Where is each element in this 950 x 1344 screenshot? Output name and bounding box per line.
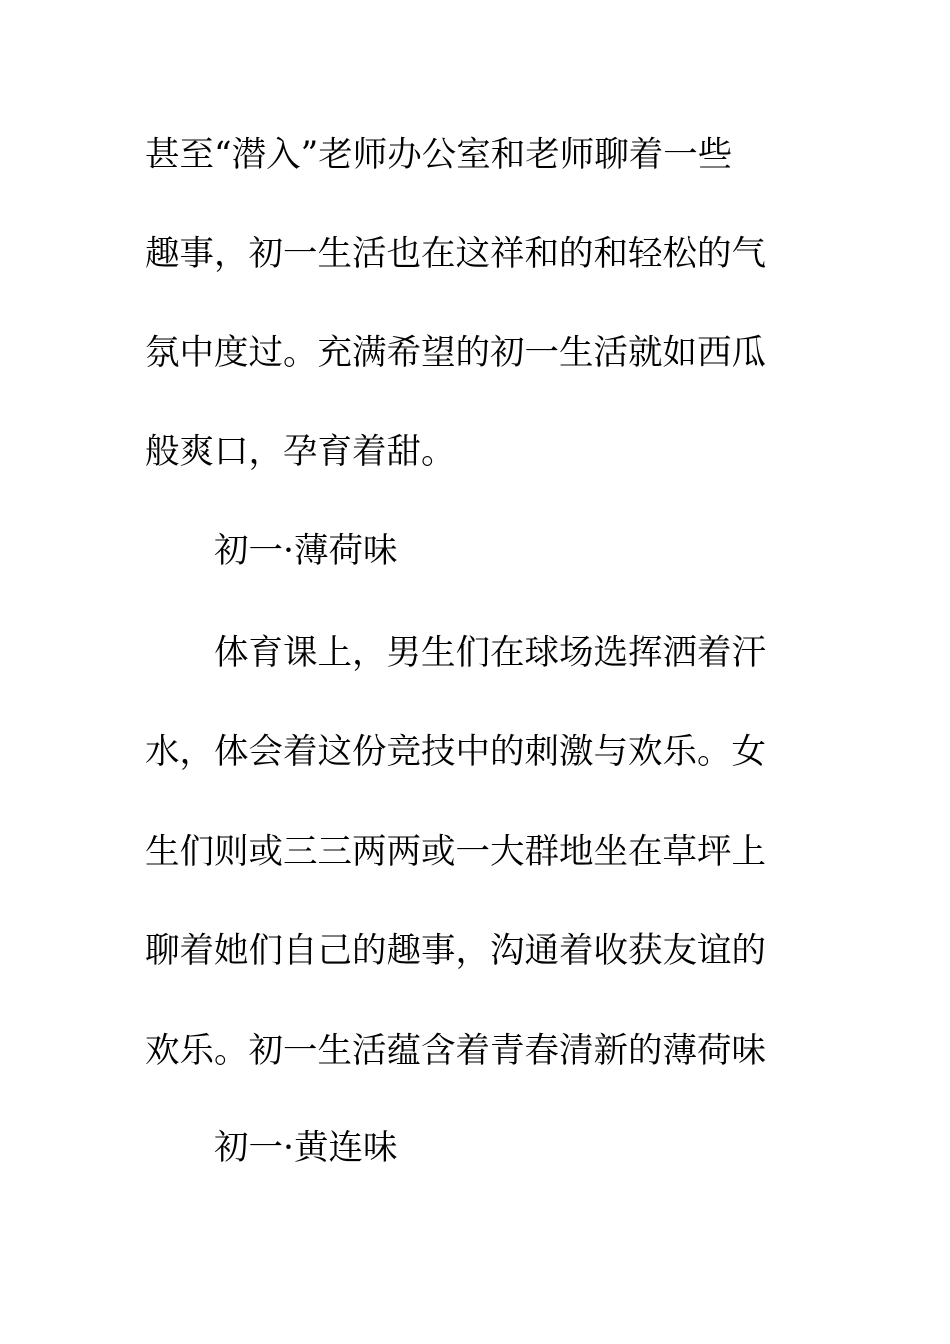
text-line: 趣事，初一生活也在这祥和的和轻松的气: [145, 234, 766, 274]
text-line: 欢乐。初一生活蕴含着青春清新的薄荷味: [145, 1031, 766, 1071]
text-line: 般爽口，孕育着甜。: [145, 432, 456, 472]
text-line: 聊着她们自己的趣事，沟通着收获友谊的: [145, 931, 766, 971]
text-line: 水，体会着这份竞技中的刺激与欢乐。女: [145, 732, 766, 772]
text-line: 生们则或三三两两或一大群地坐在草坪上: [145, 832, 766, 872]
text-line: 氛中度过。充满希望的初一生活就如西瓜: [145, 333, 766, 373]
text-line: 体育课上，男生们在球场选挥洒着汗: [214, 633, 766, 673]
text-line: 甚至“潜入”老师办公室和老师聊着一些: [145, 135, 733, 175]
section-heading: 初一·黄连味: [214, 1128, 398, 1168]
section-heading: 初一·薄荷味: [214, 531, 398, 571]
